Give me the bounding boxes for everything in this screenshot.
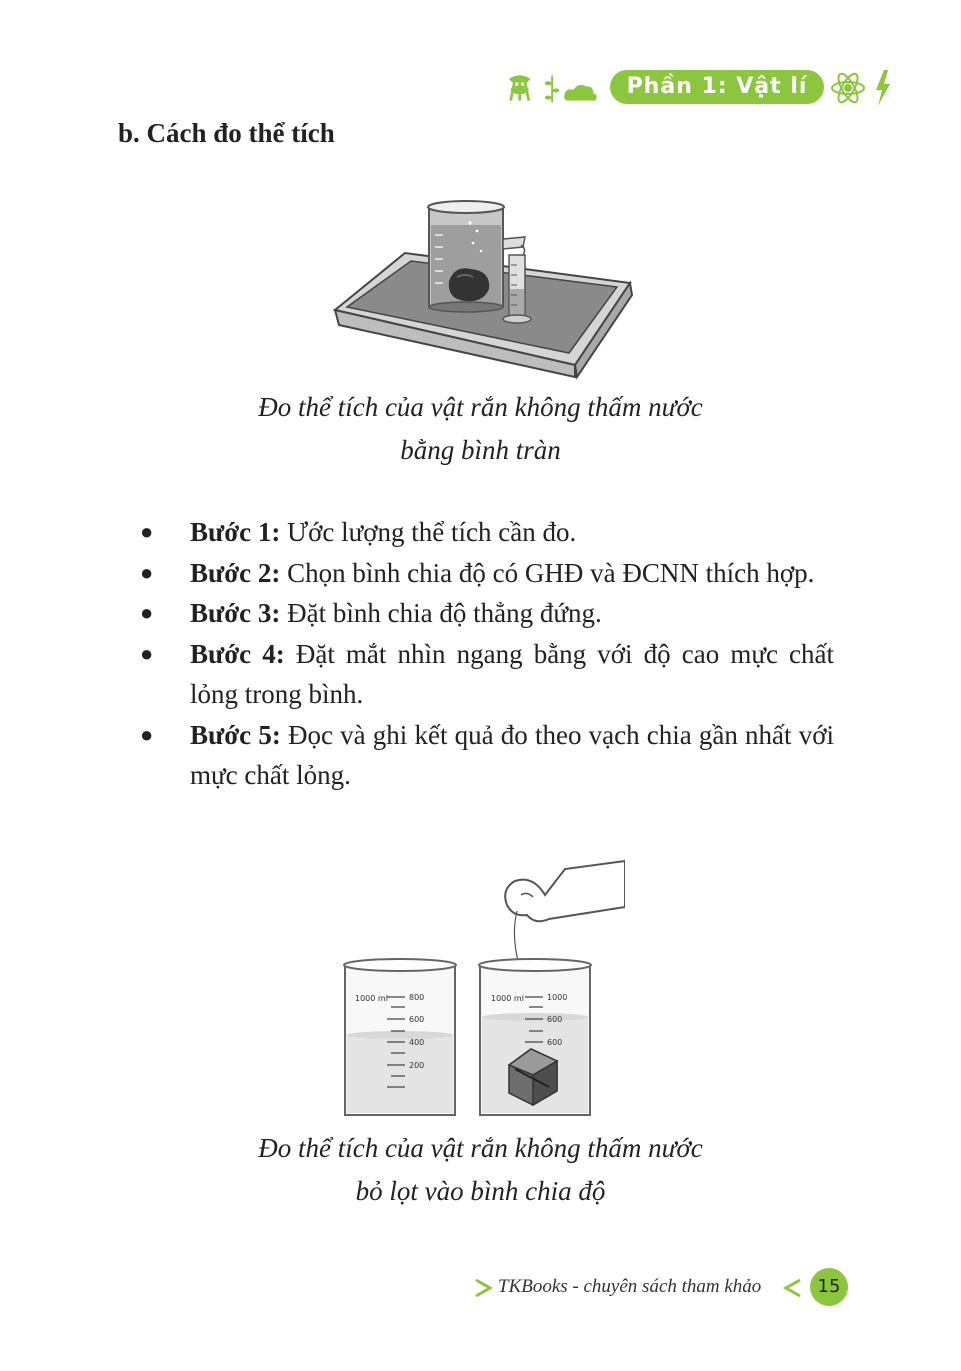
step-label: Bước 3: bbox=[190, 598, 281, 628]
right-scale-label: 1000 bbox=[547, 993, 568, 1002]
overflow-can-figure bbox=[325, 185, 640, 380]
figure1-caption-line1: Đo thể tích của vật rắn không thấm nước bbox=[258, 392, 703, 422]
right-scale-label: 600 bbox=[547, 1015, 563, 1024]
atom-icon bbox=[832, 71, 864, 105]
left-capacity-label: 1000 ml bbox=[355, 994, 388, 1003]
step-text: Chọn bình chia độ có GHĐ và ĐCNN thích hợp. bbox=[280, 557, 815, 588]
leaf-left-icon bbox=[472, 1276, 494, 1300]
bullet-icon: ● bbox=[140, 559, 154, 585]
right-capacity-label: 1000 ml bbox=[491, 994, 524, 1003]
right-scale-label: 600 bbox=[547, 1038, 563, 1047]
figure2-caption bbox=[0, 1127, 961, 1213]
figure2-caption-line2: bỏ lọt vào bình chia độ bbox=[355, 1176, 606, 1206]
bullet-icon: ● bbox=[140, 600, 154, 625]
leaf-right-icon bbox=[782, 1276, 804, 1300]
page-number: 15 bbox=[810, 1268, 848, 1306]
plant-icon bbox=[545, 75, 559, 102]
bullet-icon: ● bbox=[140, 519, 154, 544]
step-label: Bước 2: bbox=[190, 557, 281, 588]
left-scale-label: 400 bbox=[409, 1038, 425, 1047]
figure1-caption-line2: bằng bình tràn bbox=[400, 435, 561, 465]
left-scale-label: 200 bbox=[409, 1061, 425, 1070]
list-item bbox=[140, 634, 834, 715]
lightning-icon bbox=[876, 70, 890, 106]
steps-list bbox=[140, 512, 834, 796]
step-text: Đặt bình chia độ thẳng đứng. bbox=[280, 598, 602, 628]
section-title: Phần 1: Vật lí bbox=[626, 74, 808, 99]
graduated-beakers-figure bbox=[335, 855, 625, 1125]
section-title-pill bbox=[610, 70, 824, 104]
figure2-caption-line1: Đo thể tích của vật rắn không thấm nước bbox=[258, 1133, 703, 1163]
list-item bbox=[140, 593, 834, 634]
step-label: Bước 4: bbox=[190, 638, 285, 669]
step-text: Đọc và ghi kết quả đo theo vạch chia gần nhất với mực chất lỏng. bbox=[190, 719, 834, 790]
bullet-icon: ● bbox=[140, 640, 154, 666]
right-icons bbox=[830, 68, 896, 108]
left-scale-label: 600 bbox=[409, 1015, 425, 1024]
cloud-icon bbox=[564, 85, 596, 101]
left-scale-label: 800 bbox=[409, 993, 425, 1002]
bullet-icon: ● bbox=[140, 721, 154, 747]
list-item bbox=[140, 715, 834, 796]
section-header bbox=[498, 66, 898, 110]
science-icons bbox=[498, 70, 608, 106]
list-item bbox=[140, 553, 834, 594]
left-beaker bbox=[344, 959, 456, 1115]
telescope-icon bbox=[509, 75, 531, 100]
stone bbox=[449, 268, 489, 301]
step-text: Ước lượng thể tích cần đo. bbox=[280, 517, 577, 547]
step-text: Đặt mắt nhìn ngang bằng với độ cao mực chất lỏng trong bình. bbox=[190, 638, 835, 709]
list-item bbox=[140, 512, 834, 553]
figure1-caption bbox=[0, 386, 961, 472]
step-label: Bước 5: bbox=[190, 719, 281, 750]
section-heading: b. Cách đo thể tích bbox=[118, 118, 335, 148]
footer-text: TKBooks - chuyên sách tham khảo bbox=[498, 1276, 762, 1297]
page-footer bbox=[472, 1268, 862, 1308]
step-label: Bước 1: bbox=[190, 517, 281, 547]
